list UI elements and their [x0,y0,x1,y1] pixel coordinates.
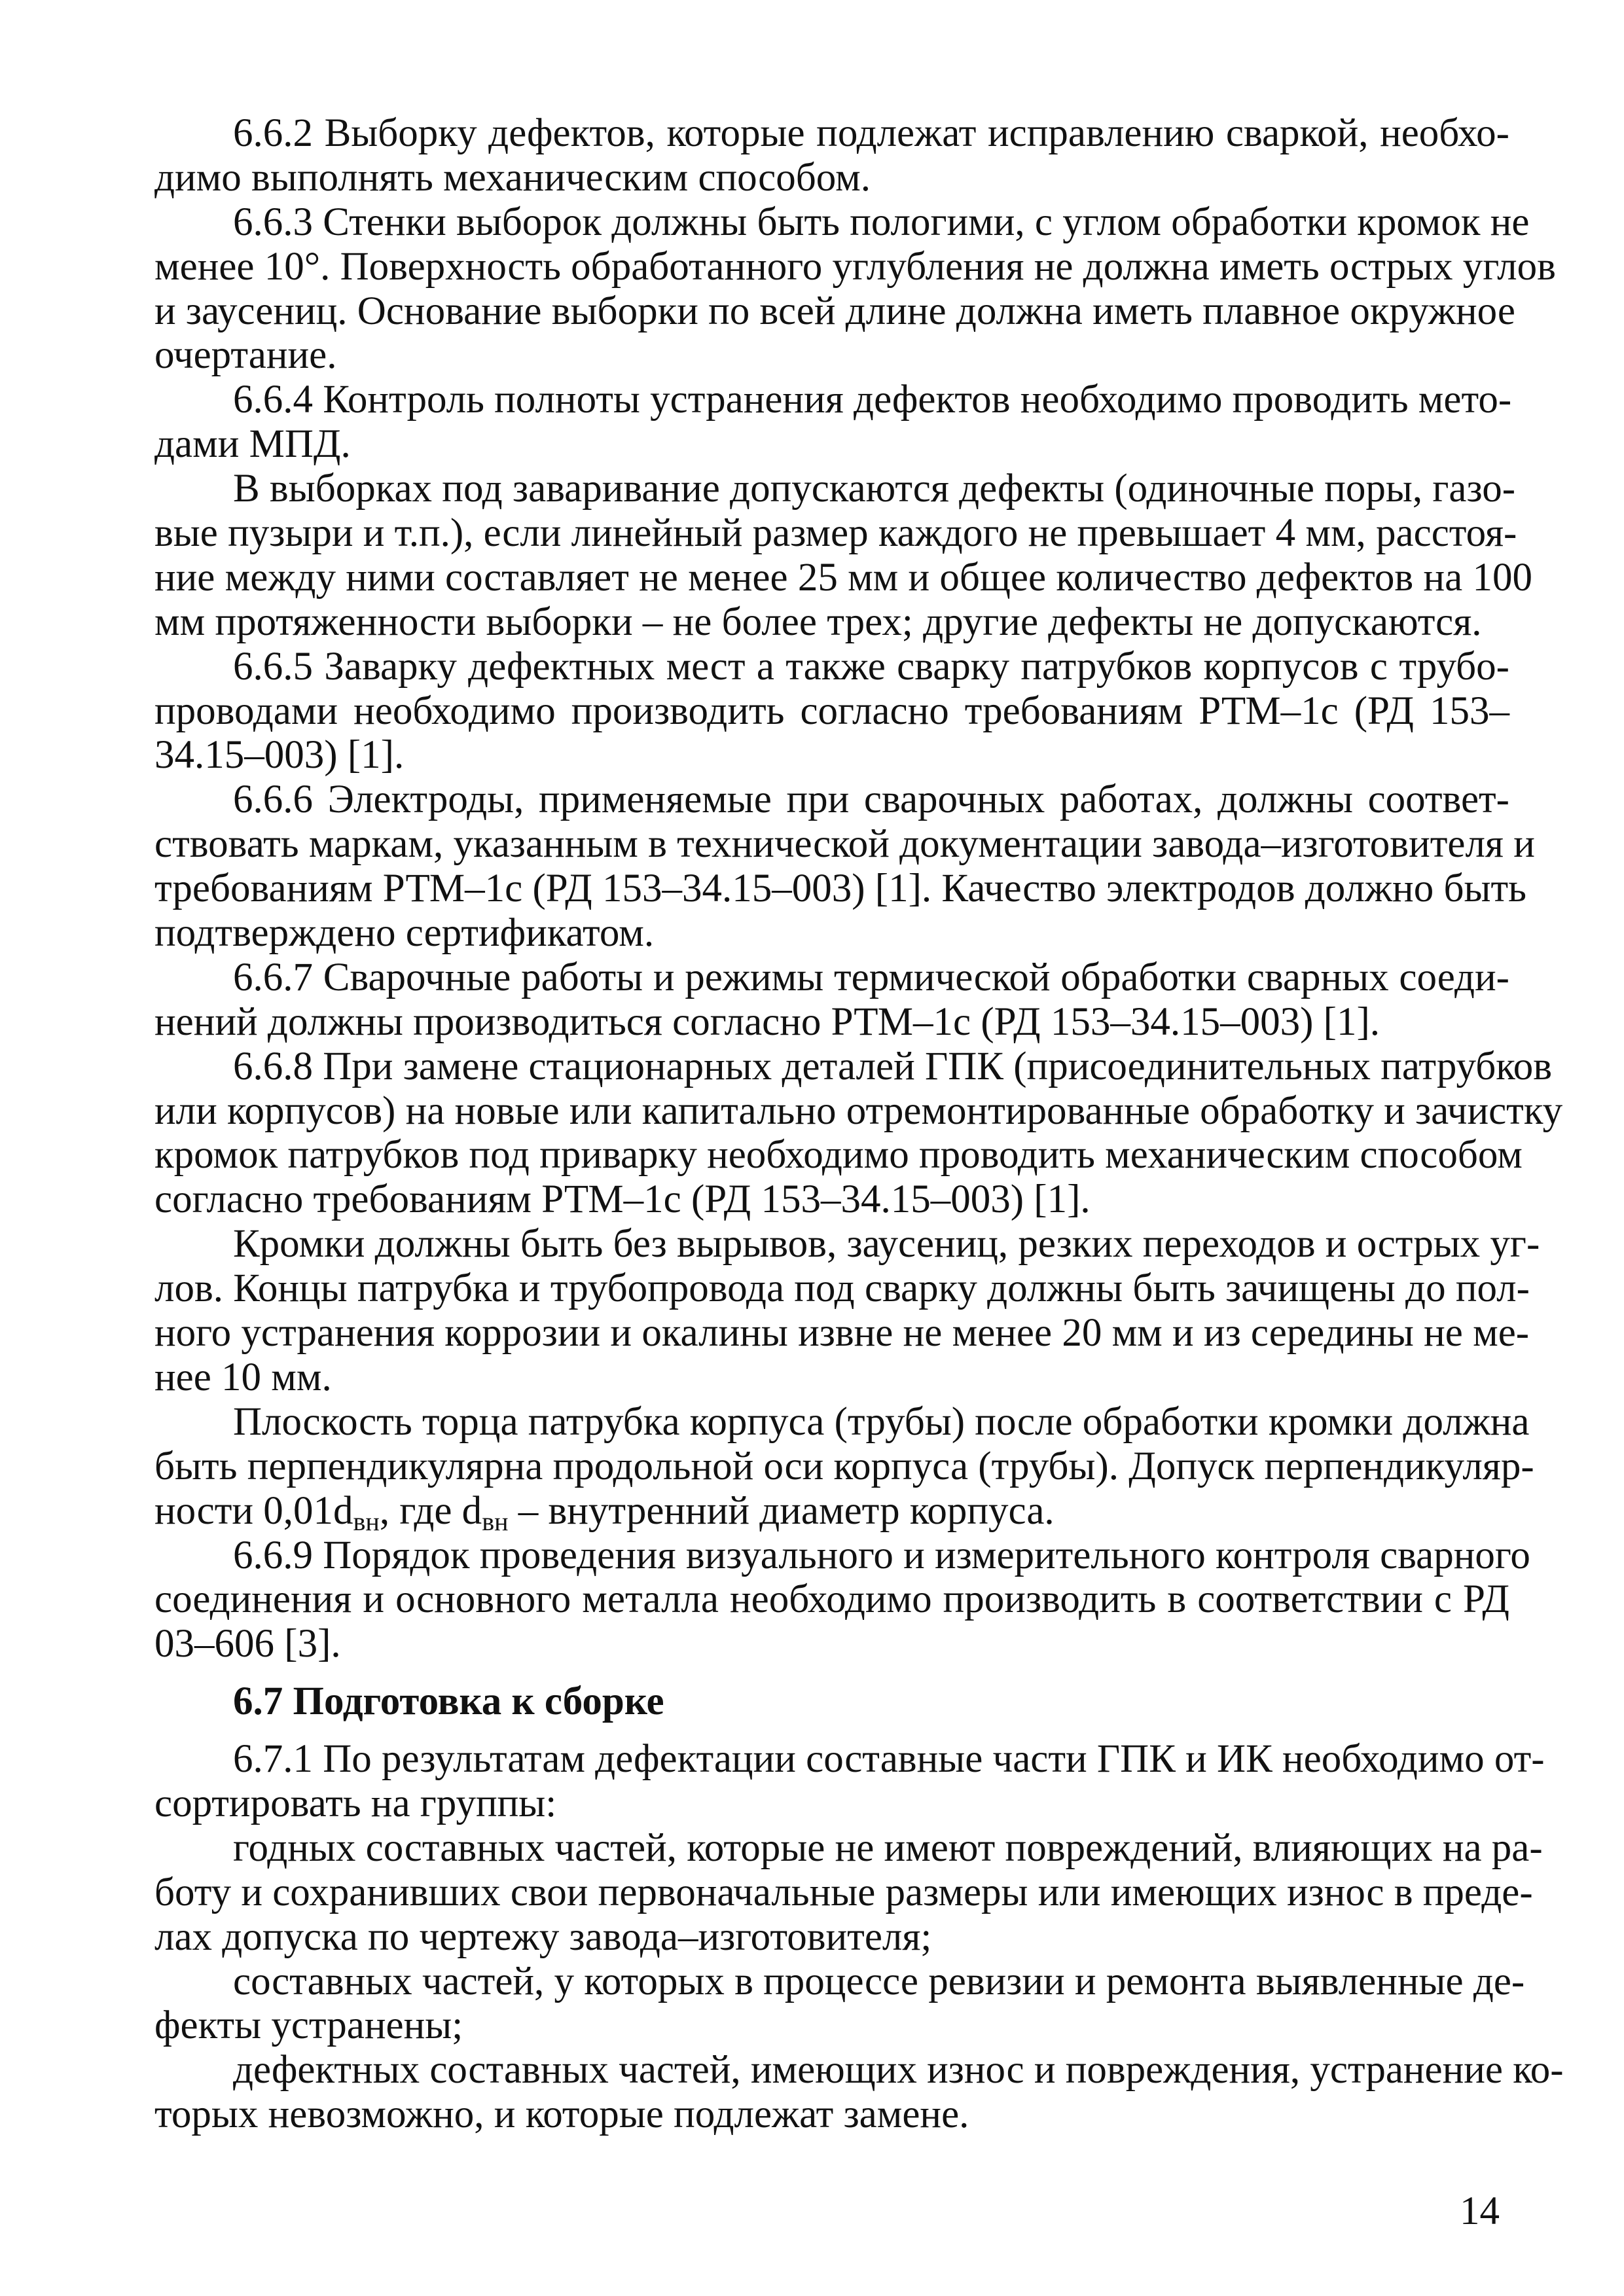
text-line: кромок патрубков под приварку необходимо проводить механическим способом [154,1133,1523,1177]
subscript: вн [353,1506,380,1536]
text-line: 6.6.6 Электроды, применяемые при сварочных работах, должны соответ- [233,778,1509,822]
text-line: очертание. [154,333,337,378]
text-line: 6.6.3 Стенки выборок должны быть пологими, с углом обработки кромок не [233,200,1530,244]
text-line: нее 10 мм. [154,1355,332,1399]
text-line: 6.6.5 Заварку дефектных мест а также сварку патрубков корпусов с трубо- [233,644,1509,689]
text-line: 6.6.7 Сварочные работы и режимы термической обработки сварных соеди- [233,955,1509,999]
page-number: 14 [1460,2189,1500,2233]
text-line: или корпусов) на новые или капитально отремонтированные обработку и зачистку [154,1088,1563,1133]
list-item-line: боту и сохранивших свои первоначальные размеры или имеющих износ в преде- [154,1870,1533,1914]
list-item-line: дефектных составных частей, имеющих износ и повреждения, устранение ко- [233,2048,1564,2092]
text-line: дами МПД. [154,422,351,467]
text-line: мм протяженности выборки – не более трех; другие дефекты не допускаются. [154,600,1482,644]
text-line: 34.15–003) [1]. [154,733,405,778]
text-line: проводами необходимо производить согласно требованиям РТМ–1с (РД 153– [154,689,1509,733]
text-line: подтверждено сертификатом. [154,911,655,956]
text-line: вые пузыри и т.п.), если линейный размер каждого не превышает 4 мм, расстоя- [154,511,1517,556]
list-item-line: составных частей, у которых в процессе ревизии и ремонта выявленные де- [233,1959,1525,2003]
text-line: Плоскость торца патрубка корпуса (трубы) после обработки кромки должна [233,1399,1530,1444]
text-line: быть перпендикулярна продольной оси корпуса (трубы). Допуск перпендикуляр- [154,1444,1534,1488]
text-line: требованиям РТМ–1с (РД 153–34.15–003) [1]. Качество электродов должно быть [154,867,1526,911]
list-item-line: торых невозможно, и которые подлежат замене. [154,2092,969,2137]
text-line: 6.6.8 При замене стационарных деталей ГПК (присоединительных патрубков [233,1044,1553,1088]
text-line: димо выполнять механическим способом. [154,155,871,200]
formula-text: , где d [379,1488,482,1533]
list-item-line: фекты устранены; [154,2003,463,2048]
text-line: соединения и основного металла необходимо производить в соответствии с РД [154,1577,1509,1622]
section-heading: 6.7 Подготовка к сборке [233,1679,664,1724]
text-line: ного устранения коррозии и окалины извне не менее 20 мм и из середины не ме- [154,1311,1530,1355]
formula-text: ности 0,01d [154,1488,353,1533]
text-line: согласно требованиям РТМ–1с (РД 153–34.15–003) [1]. [154,1177,1091,1222]
text-line: нений должны производиться согласно РТМ–1с (РД 153–34.15–003) [1]. [154,999,1380,1044]
formula-text: – внутренний диаметр корпуса. [508,1488,1055,1533]
text-line: лов. Концы патрубка и трубопровода под сварку должны быть зачищены до пол- [154,1266,1530,1311]
text-line: 6.7.1 По результатам дефектации составные части ГПК и ИК необходимо от- [233,1737,1545,1782]
text-line: и заусениц. Основание выборки по всей длине должна иметь плавное окружное [154,289,1515,333]
text-line: 6.6.4 Контроль полноты устранения дефектов необходимо проводить мето- [233,378,1512,422]
text-line: Кромки должны быть без вырывов, заусениц, резких переходов и острых уг- [233,1222,1540,1266]
text-line: 6.6.2 Выборку дефектов, которые подлежат исправлению сваркой, необхо- [233,111,1509,155]
text-line: В выборках под заваривание допускаются дефекты (одиночные поры, газо- [233,467,1516,511]
formula-line [154,1489,1509,1534]
subscript: вн [482,1506,509,1536]
text-line: сортировать на группы: [154,1781,557,1825]
text-line: 6.6.9 Порядок проведения визуального и измерительного контроля сварного [233,1533,1530,1577]
list-item-line: годных составных частей, которые не имеют повреждений, влияющих на ра- [233,1825,1543,1870]
text-line: менее 10°. Поверхность обработанного углубления не должна иметь острых углов [154,244,1556,289]
body-text [154,111,1564,2137]
text-line: 03–606 [3]. [154,1622,341,1666]
list-item-line: лах допуска по чертежу завода–изготовителя; [154,1914,932,1959]
text-line: ние между ними составляет не менее 25 мм и общее количество дефектов на 100 [154,555,1532,600]
text-line: ствовать маркам, указанным в технической документации завода–изготовителя и [154,822,1535,867]
